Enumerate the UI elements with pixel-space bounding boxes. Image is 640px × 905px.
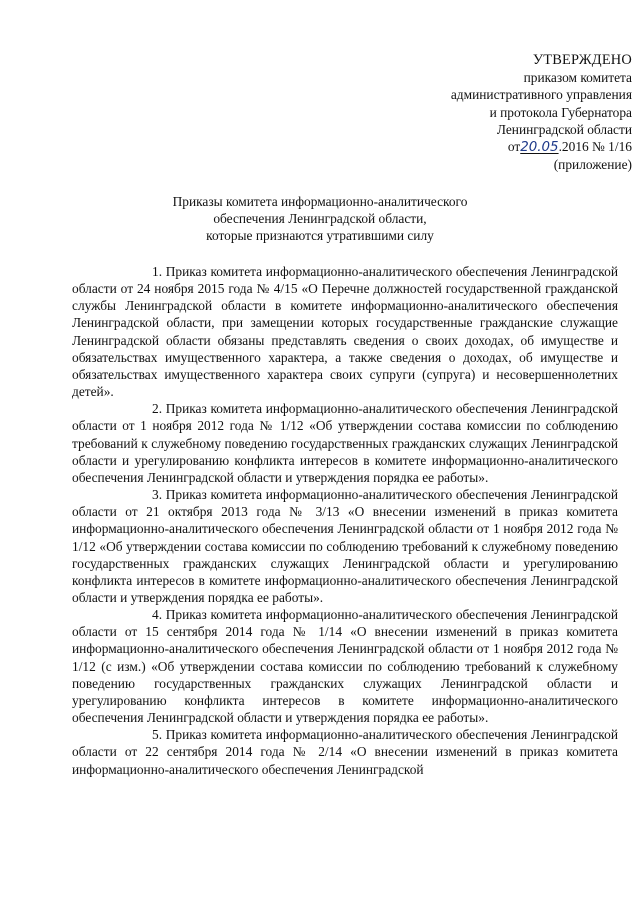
title-line-2: обеспечения Ленинградской области,: [213, 211, 427, 227]
approval-line-2: административного управления: [450, 87, 632, 103]
item-text: Приказ комитета информационно-аналитического обеспечения Ленинградской области от 22 сентября 2014 года № 2/14 «О внесении изменений в приказ комитета информационно-аналитического обеспечения Ленинградской: [72, 727, 618, 777]
title-line-1: Приказы комитета информационно-аналитического: [172, 194, 468, 209]
list-item: [72, 486, 618, 606]
item-number: 3.: [152, 487, 163, 503]
approval-stamp: [332, 52, 632, 173]
document-body: [72, 263, 618, 778]
list-item: [72, 263, 618, 400]
approval-date: [332, 138, 632, 156]
title-line-3: которые признаются утратившими силу: [206, 228, 434, 244]
item-text: Приказ комитета информационно-аналитического обеспечения Ленинградской области от 21 октября 2013 года № 3/13 «О внесении изменений в приказ комитета информационно-аналитического обеспечения Ленинградской области от 1 ноября 2012 года № 1/12 «Об утверждении состава комиссии по соблюдению требований к служебному поведению государственных гражданских служащих Ленинградской области и урегулированию конфликта интересов в комитете информационно-аналитического обеспечения Ленинградской области и утверждения порядка ее работы».: [72, 487, 618, 605]
item-text: Приказ комитета информационно-аналитического обеспечения Ленинградской области от 1 ноября 2012 года № 1/12 «Об утверждении состава комиссии по соблюдению требований к служебному поведению государственных гражданских служащих Ленинградской области и урегулированию конфликта интересов в комитете информационно-аналитического обеспечения Ленинградской области и утверждения порядка ее работы».: [72, 401, 618, 485]
approval-heading: УТВЕРЖДЕНО: [532, 52, 632, 68]
approval-date-prefix: от: [507, 139, 521, 155]
item-number: 1.: [152, 264, 163, 279]
item-number: 2.: [152, 401, 163, 417]
approval-date-suffix: .2016 № 1/16: [558, 139, 632, 155]
document-title: [0, 193, 640, 245]
list-item: [72, 726, 618, 777]
item-number: 5.: [152, 727, 163, 743]
approval-date-handwritten: 20.05: [520, 140, 559, 156]
approval-line-1: приказом комитета: [523, 70, 632, 86]
approval-line-3: и протокола Губернатора: [489, 104, 632, 120]
approval-line-4: Ленинградской области: [496, 121, 632, 137]
list-item: [72, 400, 618, 486]
list-item: [72, 606, 618, 726]
item-text: Приказ комитета информационно-аналитического обеспечения Ленинградской области от 24 ноября 2015 года № 4/15 «О Перечне должностей государственной гражданской службы Ленинградской области в комитете информационно-аналитического обеспечения Ленинградской области, при замещении которых государственные гражданские служащие Ленинградской области обязаны представлять сведения о своих доходах, об имуществе и обязательствах имущественного характера, а также сведения о доходах, об имуществе и обязательствах имущественного характера своих супруги (супруга) и несовершеннолетних детей».: [72, 264, 618, 400]
approval-attachment: (приложение): [553, 157, 632, 173]
item-number: 4.: [152, 607, 163, 623]
item-text: Приказ комитета информационно-аналитического обеспечения Ленинградской области от 15 сентября 2014 года № 1/14 «О внесении изменений в приказ комитета информационно-аналитического обеспечения Ленинградской области от 1 ноября 2012 года № 1/12 (с изм.) «Об утверждении состава комиссии по соблюдению требований к служебному поведению государственных гражданских служащих Ленинградской области и урегулированию конфликта интересов в комитете информационно-аналитического обеспечения Ленинградской области и утверждения порядка ее работы».: [72, 607, 618, 726]
